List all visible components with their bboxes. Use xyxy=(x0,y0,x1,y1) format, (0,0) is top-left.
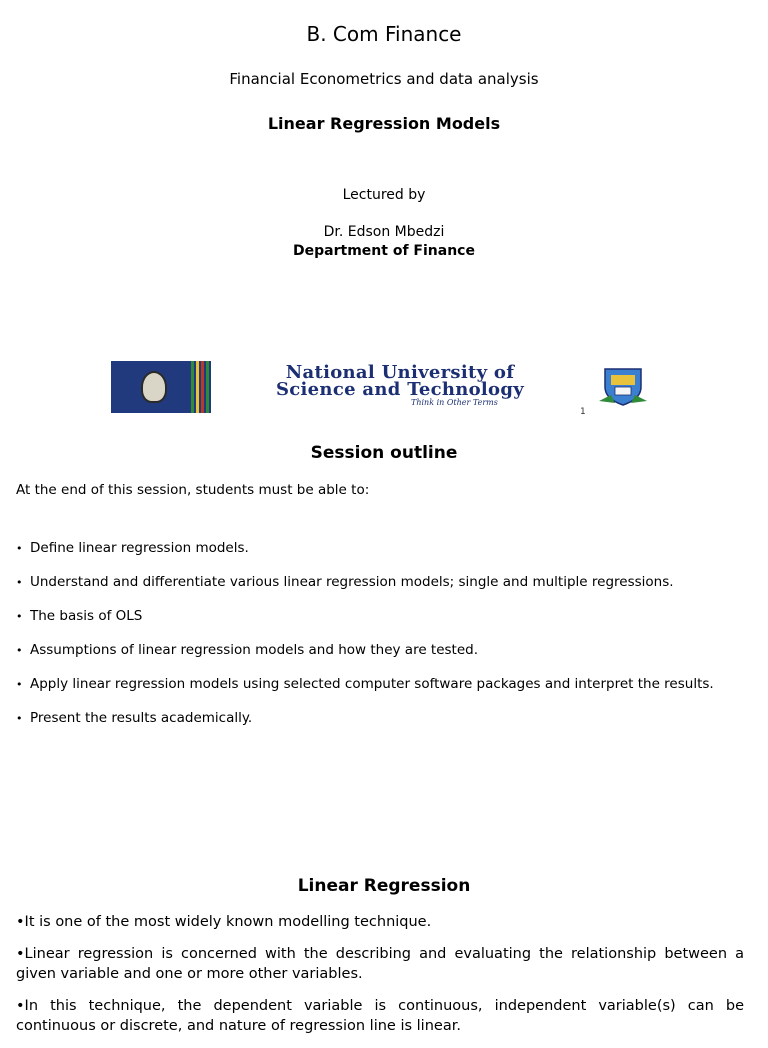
paragraph: •Linear regression is concerned with the describing and evaluating the relationship between a given variable and one or more other variables. xyxy=(16,946,744,982)
paragraph: •In this technique, the dependent variable is continuous, independent variable(s) can be continuous or discrete, and nature of regression line is linear. xyxy=(16,998,744,1034)
list-item-text: Define linear regression models. xyxy=(30,540,249,556)
slide-page-number: 1 xyxy=(580,407,586,417)
university-name xyxy=(215,364,585,398)
topic-title: Linear Regression Models xyxy=(267,114,501,133)
paragraph: •It is one of the most widely known modelling technique. xyxy=(16,914,432,930)
outline-intro: At the end of this session, students must be able to: xyxy=(16,482,370,498)
university-tagline: Think in Other Terms xyxy=(411,398,498,407)
list-item-text: Apply linear regression models using selected computer software packages and interpret the results. xyxy=(30,676,714,692)
list-item xyxy=(16,573,714,607)
lectured-by-label: Lectured by xyxy=(342,187,426,203)
bullet-icon: • xyxy=(16,678,23,691)
module-title: Financial Econometrics and data analysis xyxy=(229,70,539,88)
bullet-icon: • xyxy=(16,644,23,657)
university-name-line2: Science and Technology xyxy=(275,379,525,400)
lecturer-name: Dr. Edson Mbedzi xyxy=(323,224,445,240)
bullet-icon: • xyxy=(16,576,23,589)
list-item-text: Present the results academically. xyxy=(30,710,253,726)
linear-regression-body xyxy=(16,912,744,1048)
list-item xyxy=(16,675,714,709)
list-item xyxy=(16,539,714,573)
bullet-icon: • xyxy=(16,542,23,555)
university-name-line1: National University of xyxy=(285,362,515,383)
outline-heading: Session outline xyxy=(310,443,458,463)
list-item-text: Understand and differentiate various linear regression models; single and multiple regressions. xyxy=(30,574,674,590)
list-item xyxy=(16,607,714,641)
university-banner xyxy=(111,361,662,413)
bullet-icon: • xyxy=(16,712,23,725)
list-item xyxy=(16,641,714,675)
course-title: B. Com Finance xyxy=(306,22,462,46)
torch-emblem-icon xyxy=(141,371,167,403)
bullet-icon: • xyxy=(16,610,23,623)
university-crest-icon xyxy=(597,365,649,407)
list-item-text: The basis of OLS xyxy=(30,608,143,624)
list-item-text: Assumptions of linear regression models and how they are tested. xyxy=(30,642,479,658)
linear-regression-heading: Linear Regression xyxy=(297,876,471,896)
banner-emblem-panel xyxy=(111,361,211,413)
outline-list xyxy=(16,539,714,743)
department-name: Department of Finance xyxy=(293,243,475,259)
list-item xyxy=(16,709,714,743)
